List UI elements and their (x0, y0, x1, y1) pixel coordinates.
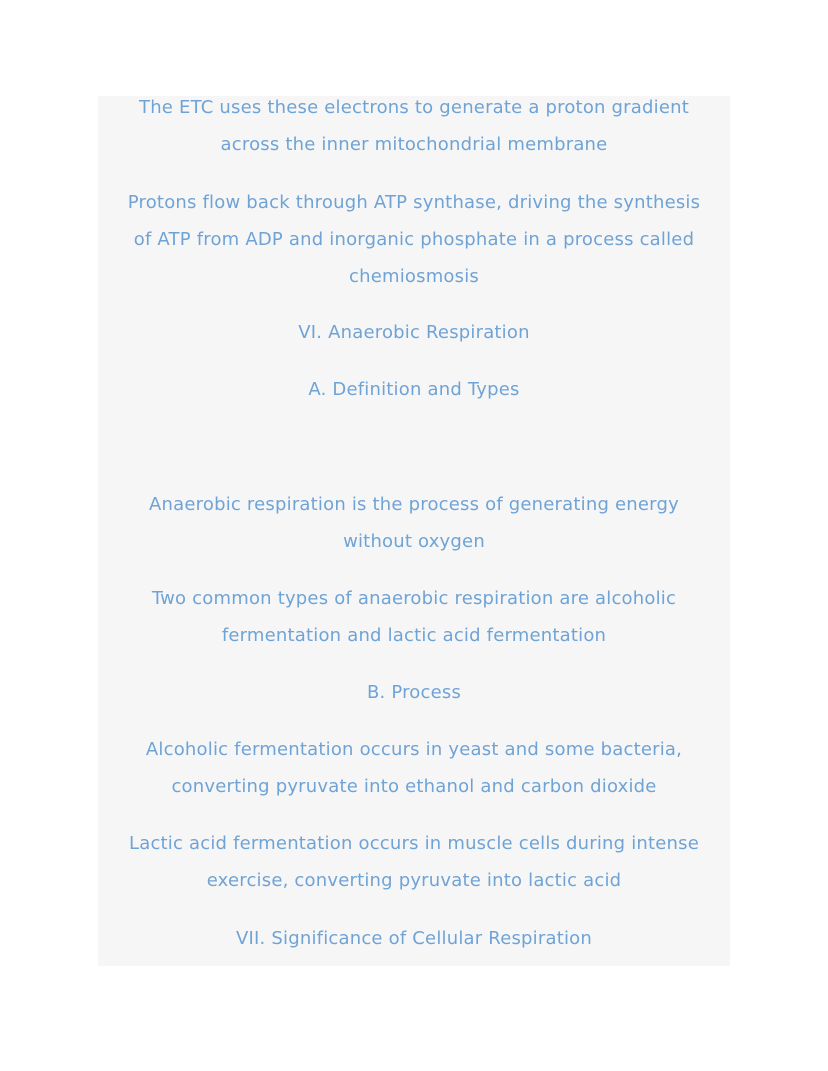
paragraph-etc-proton-gradient (98, 89, 730, 163)
text-line: fermentation and lactic acid fermentation (221, 625, 607, 646)
text-line: Alcoholic fermentation occurs in yeast and some bacteria, (145, 739, 683, 760)
text-line: A. Definition and Types (308, 379, 520, 400)
text-line: VII. Significance of Cellular Respiration (236, 928, 592, 949)
text-line: The ETC uses these electrons to generate a proton gradient (139, 97, 689, 118)
text-line: Anaerobic respiration is the process of generating energy (149, 494, 679, 515)
text-line: converting pyruvate into ethanol and carbon dioxide (171, 776, 657, 797)
text-line: Protons flow back through ATP synthase, driving the synthesis (127, 192, 701, 213)
text-line: Two common types of anaerobic respiration are alcoholic (151, 588, 677, 609)
text-line: Lactic acid fermentation occurs in muscle cells during intense (128, 833, 700, 854)
text-line: exercise, converting pyruvate into lactic acid (206, 870, 622, 891)
paragraph-atp-synthase (98, 184, 730, 295)
text-line: of ATP from ADP and inorganic phosphate in a process called (133, 229, 695, 250)
heading-definition-and-types (98, 371, 730, 408)
paragraph-alcoholic-fermentation (98, 731, 730, 805)
text-line: B. Process (366, 682, 462, 703)
paragraph-fermentation-types (98, 580, 730, 654)
heading-anaerobic-respiration (98, 314, 730, 351)
paragraph-anaerobic-definition (98, 486, 730, 560)
heading-significance-of-cellular-respiration (98, 920, 730, 957)
heading-process (98, 674, 730, 711)
paragraph-lactic-acid-fermentation (98, 825, 730, 899)
text-line: chemiosmosis (348, 266, 479, 287)
text-line: across the inner mitochondrial membrane (220, 134, 608, 155)
text-line: without oxygen (343, 531, 485, 552)
document-page-panel (98, 96, 730, 966)
text-line: VI. Anaerobic Respiration (298, 322, 530, 343)
